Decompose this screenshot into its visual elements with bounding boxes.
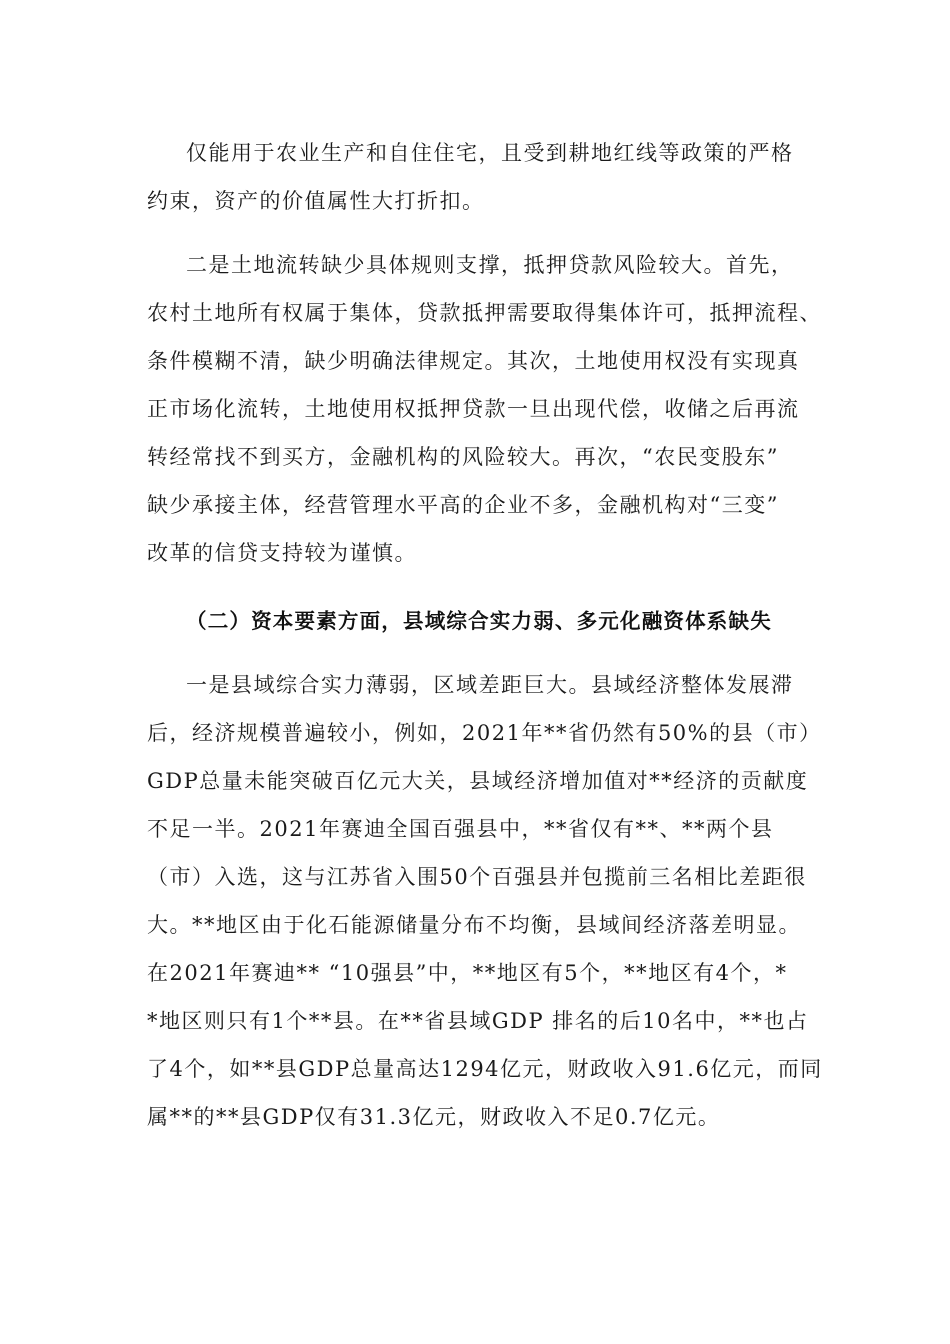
paragraph-line: 缺少承接主体，经营管理水平高的企业不多，金融机构对“三变”	[147, 493, 779, 517]
paragraph-line: 正市场化流转，土地使用权抵押贷款一旦出现代偿，收储之后再流	[147, 397, 800, 421]
section-heading: （二）资本要素方面，县域综合实力弱、多元化融资体系缺失	[186, 609, 772, 633]
paragraph-line: 二是土地流转缺少具体规则支撑，抵押贷款风险较大。首先，	[186, 253, 794, 277]
paragraph-line: 转经常找不到买方，金融机构的风险较大。再次，“农民变股东”	[147, 445, 779, 469]
paragraph-line: 属**的**县GDP仅有31.3亿元，财政收入不足0.7亿元。	[147, 1105, 721, 1129]
paragraph-line: 在2021年赛迪** “10强县”中，**地区有5个，**地区有4个，*	[147, 961, 788, 985]
paragraph-line: 条件模糊不清，缺少明确法律规定。其次，土地使用权没有实现真	[147, 349, 800, 373]
paragraph-line: 仅能用于农业生产和自住住宅，且受到耕地红线等政策的严格	[186, 141, 794, 165]
paragraph-line: （市）入选，这与江苏省入围50个百强县并包揽前三名相比差距很	[147, 865, 807, 889]
paragraph-line: 农村土地所有权属于集体，贷款抵押需要取得集体许可，抵押流程、	[147, 301, 822, 325]
paragraph-line: 大。**地区由于化石能源储量分布不均衡，县域间经济落差明显。	[147, 913, 801, 937]
paragraph-line: *地区则只有1个**县。在**省县域GDP 排名的后10名中，**也占	[147, 1009, 809, 1033]
paragraph-line: 不足一半。2021年赛迪全国百强县中，**省仅有**、**两个县	[147, 817, 774, 841]
paragraph-line: 约束，资产的价值属性大打折扣。	[147, 189, 485, 213]
paragraph-line: 后，经济规模普遍较小，例如，2021年**省仍然有50%的县（市）	[147, 721, 822, 745]
paragraph-line: 改革的信贷支持较为谨慎。	[147, 541, 417, 565]
paragraph-line: GDP总量未能突破百亿元大关，县域经济增加值对**经济的贡献度	[147, 769, 809, 793]
paragraph-line: 了4个，如**县GDP总量高达1294亿元，财政收入91.6亿元，而同	[147, 1057, 823, 1081]
paragraph-line: 一是县域综合实力薄弱，区域差距巨大。县域经济整体发展滞	[186, 673, 794, 697]
